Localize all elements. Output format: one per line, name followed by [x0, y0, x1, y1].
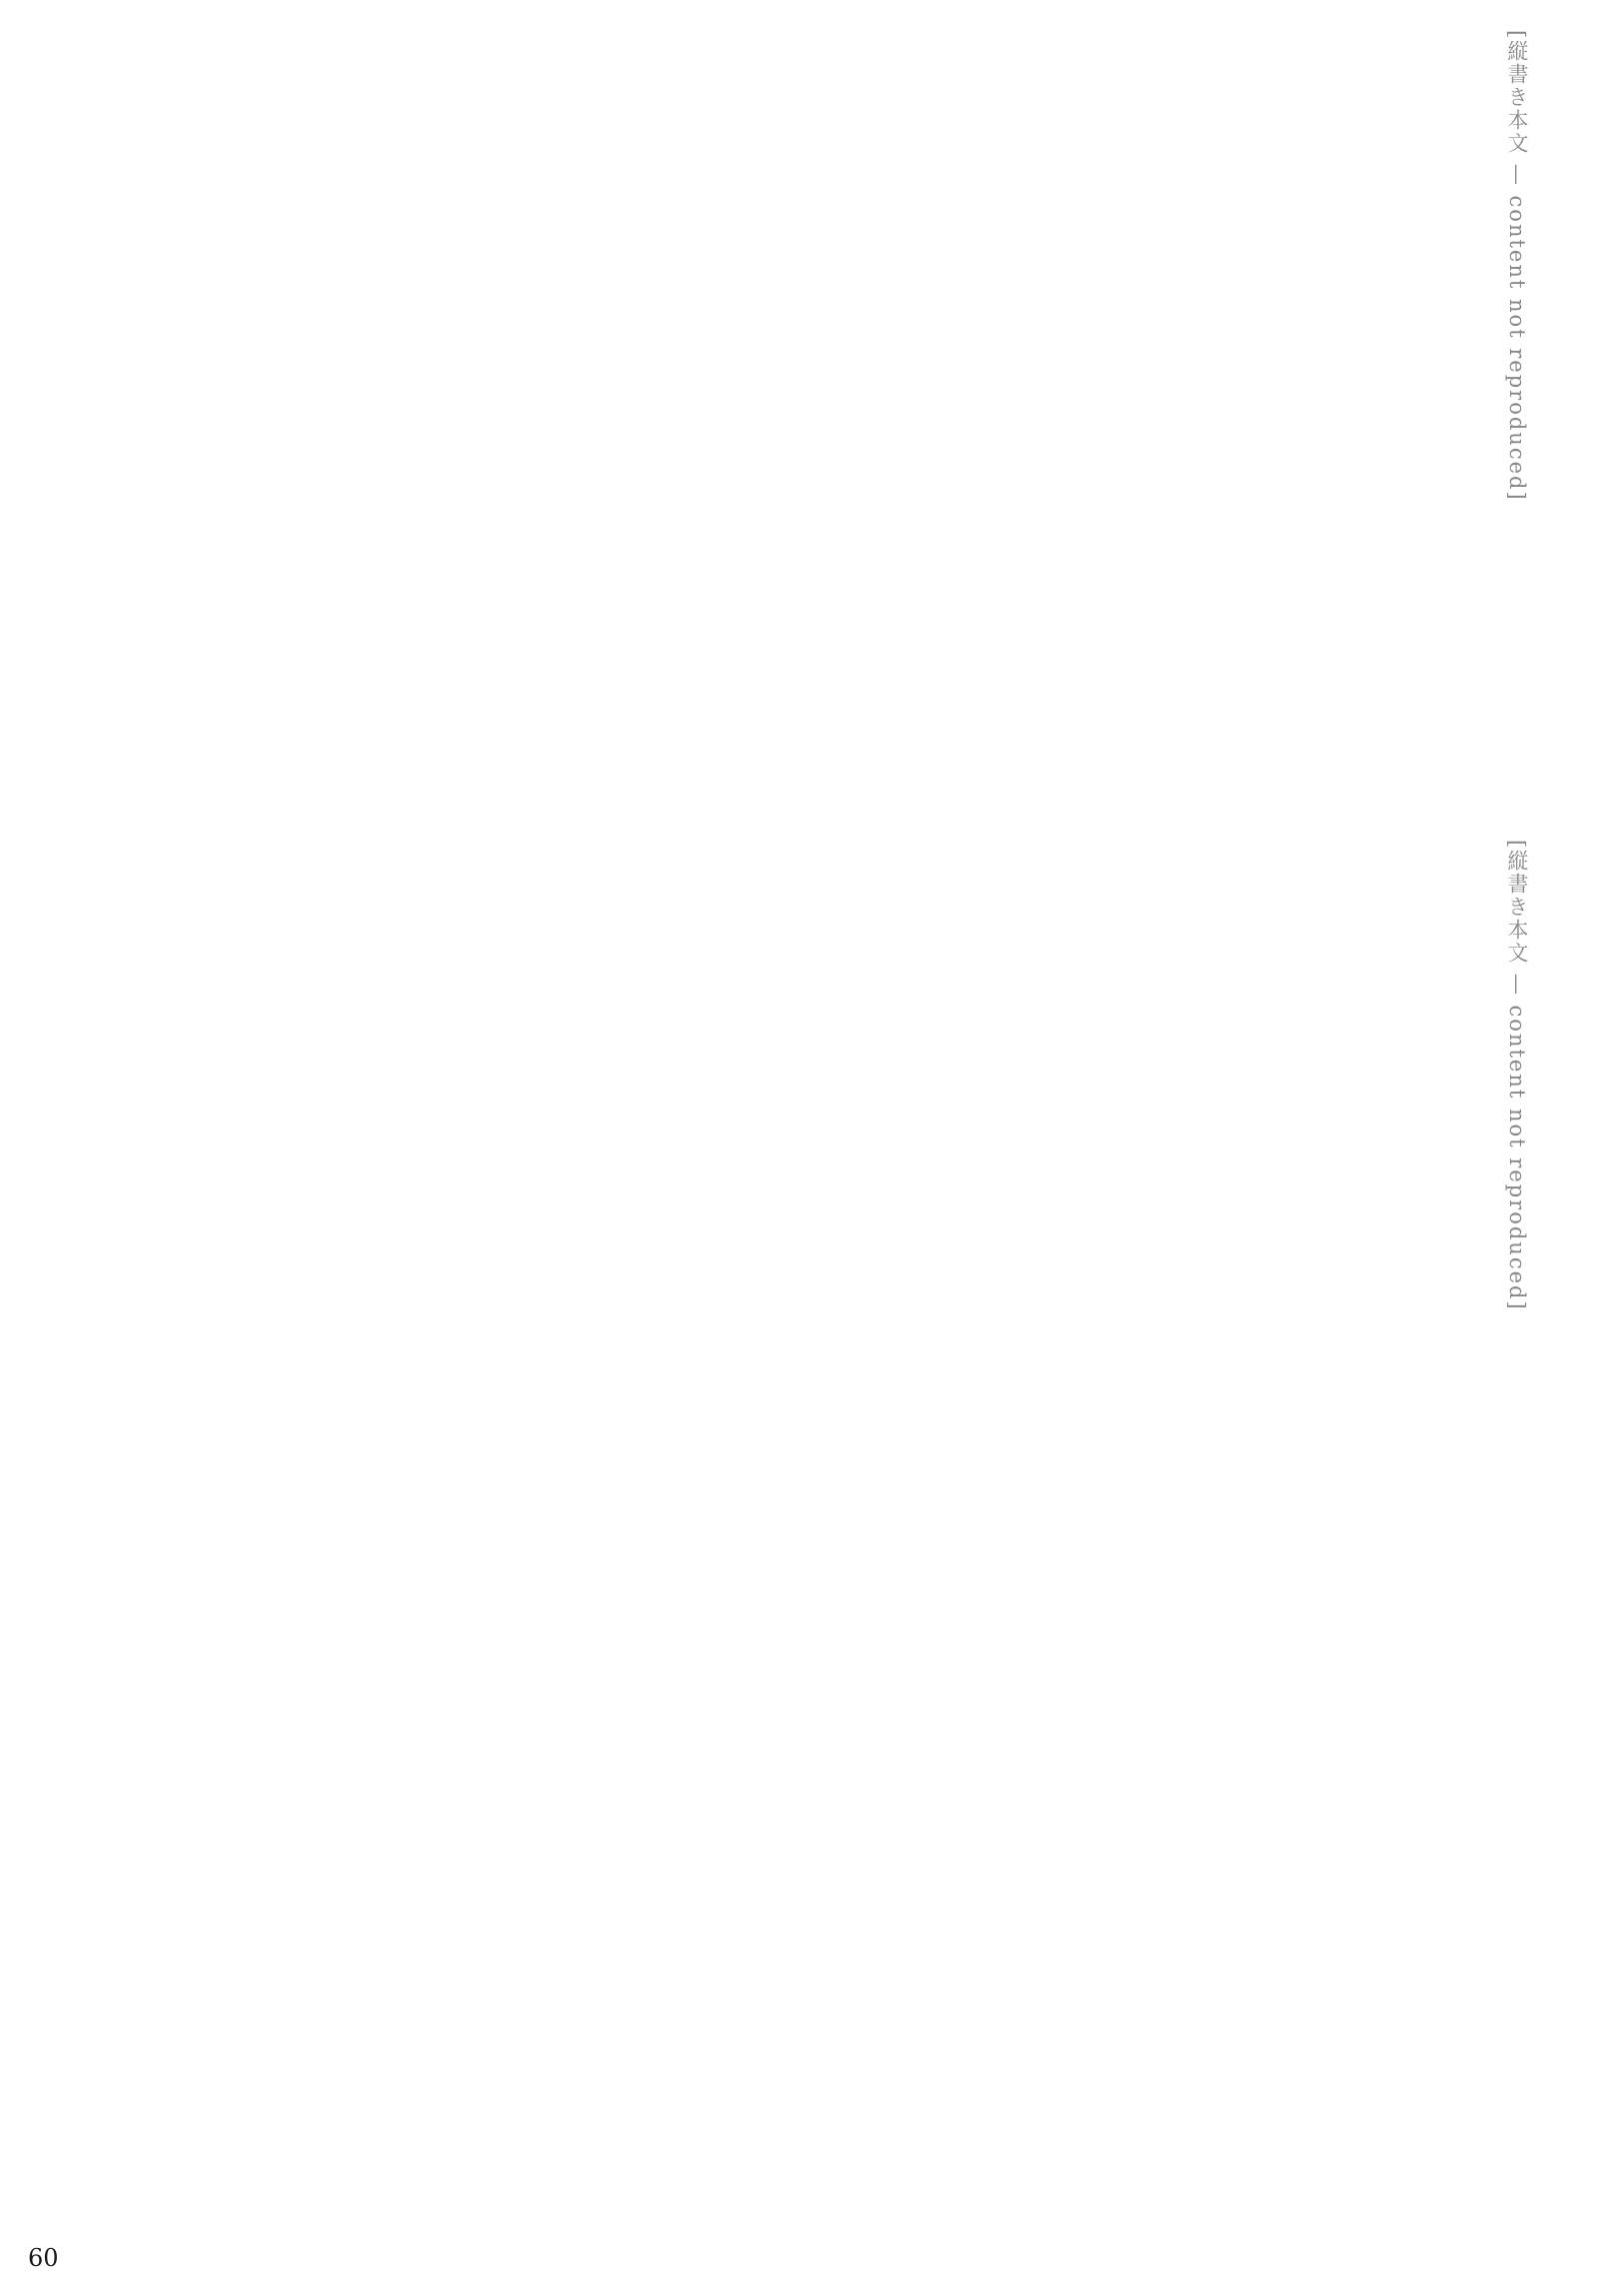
text-block-top: [縦書き本文 — content not reproduced] — [1505, 30, 1529, 502]
text-block-bottom: [縦書き本文 — content not reproduced] — [1505, 840, 1529, 1311]
page-number: 60 — [28, 2244, 59, 2272]
